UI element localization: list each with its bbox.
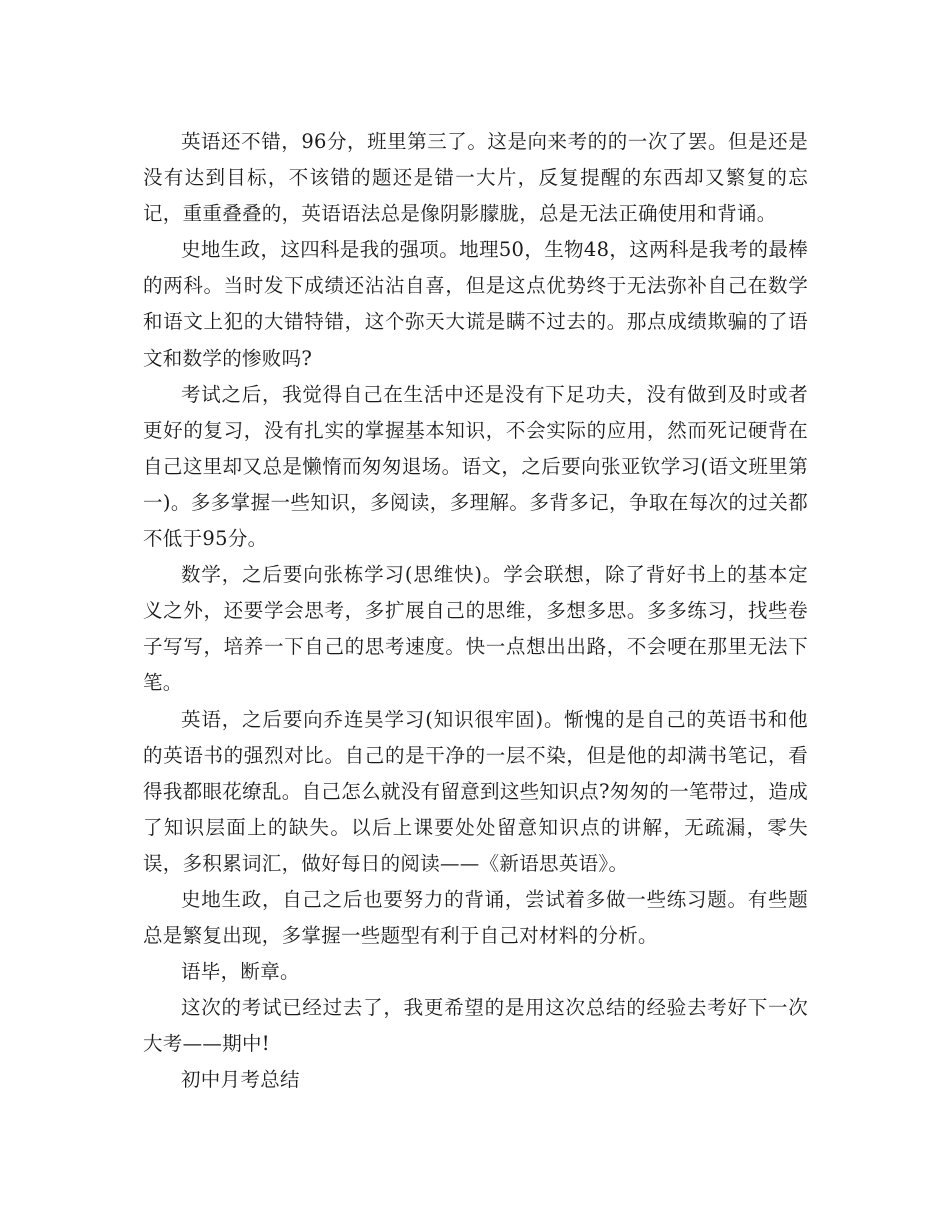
paragraph-history-geo-bio-politics: 史地生政，这四科是我的强项。地理50，生物48，这两科是我考的最棒的两科。当时发下成绩还沾沾自喜，但是这点优势终于无法弥补自己在数学和语文上犯的大错特错，这个弥天大谎是瞒不过去的。那点成绩欺骗的了语文和数学的惨败吗? bbox=[143, 238, 808, 370]
paragraph-english-plan: 英语，之后要向乔连昊学习(知识很牢固)。惭愧的是自己的英语书和他的英语书的强烈对比。自己的是干净的一层不染，但是他的却满书笔记，看得我都眼花缭乱。自己怎么就没有留意到这些知识点?匆匆的一笔带过，造成了知识层面上的缺失。以后上课要处处留意知识点的讲解，无疏漏，零失误，多积累词汇，做好每日的阅读——《新语思英语》。 bbox=[143, 707, 808, 875]
paragraph-english: 英语还不错，96分，班里第三了。这是向来考的的一次了罢。但是还是没有达到目标，不该错的题还是错一大片，反复提醒的东西却又繁复的忘记，重重叠叠的，英语语法总是像阴影朦胧，总是无法正确使用和背诵。 bbox=[143, 130, 808, 226]
paragraph-final-hope: 这次的考试已经过去了，我更希望的是用这次总结的经验去考好下一次大考——期中! bbox=[143, 996, 808, 1056]
paragraph-math-plan: 数学，之后要向张栋学习(思维快)。学会联想，除了背好书上的基本定义之外，还要学会思考，多扩展自己的思维，多想多思。多多练习，找些卷子写写，培养一下自己的思考速度。快一点想出出路，不会哽在那里无法下笔。 bbox=[143, 563, 808, 695]
paragraph-title-footer: 初中月考总结 bbox=[181, 1068, 300, 1092]
paragraph-reflection-chinese: 考试之后，我觉得自己在生活中还是没有下足功夫，没有做到及时或者更好的复习，没有扎实的掌握基本知识，不会实际的应用，然而死记硬背在自己这里却又总是懒惰而匆匆退场。语文，之后要向张亚钦学习(语文班里第一)。多多掌握一些知识，多阅读，多理解。多背多记，争取在每次的过关都不低于95分。 bbox=[143, 382, 808, 551]
document-body bbox=[143, 124, 808, 1099]
paragraph-other-subjects-plan: 史地生政，自己之后也要努力的背诵，尝试着多做一些练习题。有些题总是繁复出现，多掌握一些题型有利于自己对材料的分析。 bbox=[143, 887, 808, 948]
paragraph-closing-remark: 语毕，断章。 bbox=[181, 960, 300, 984]
